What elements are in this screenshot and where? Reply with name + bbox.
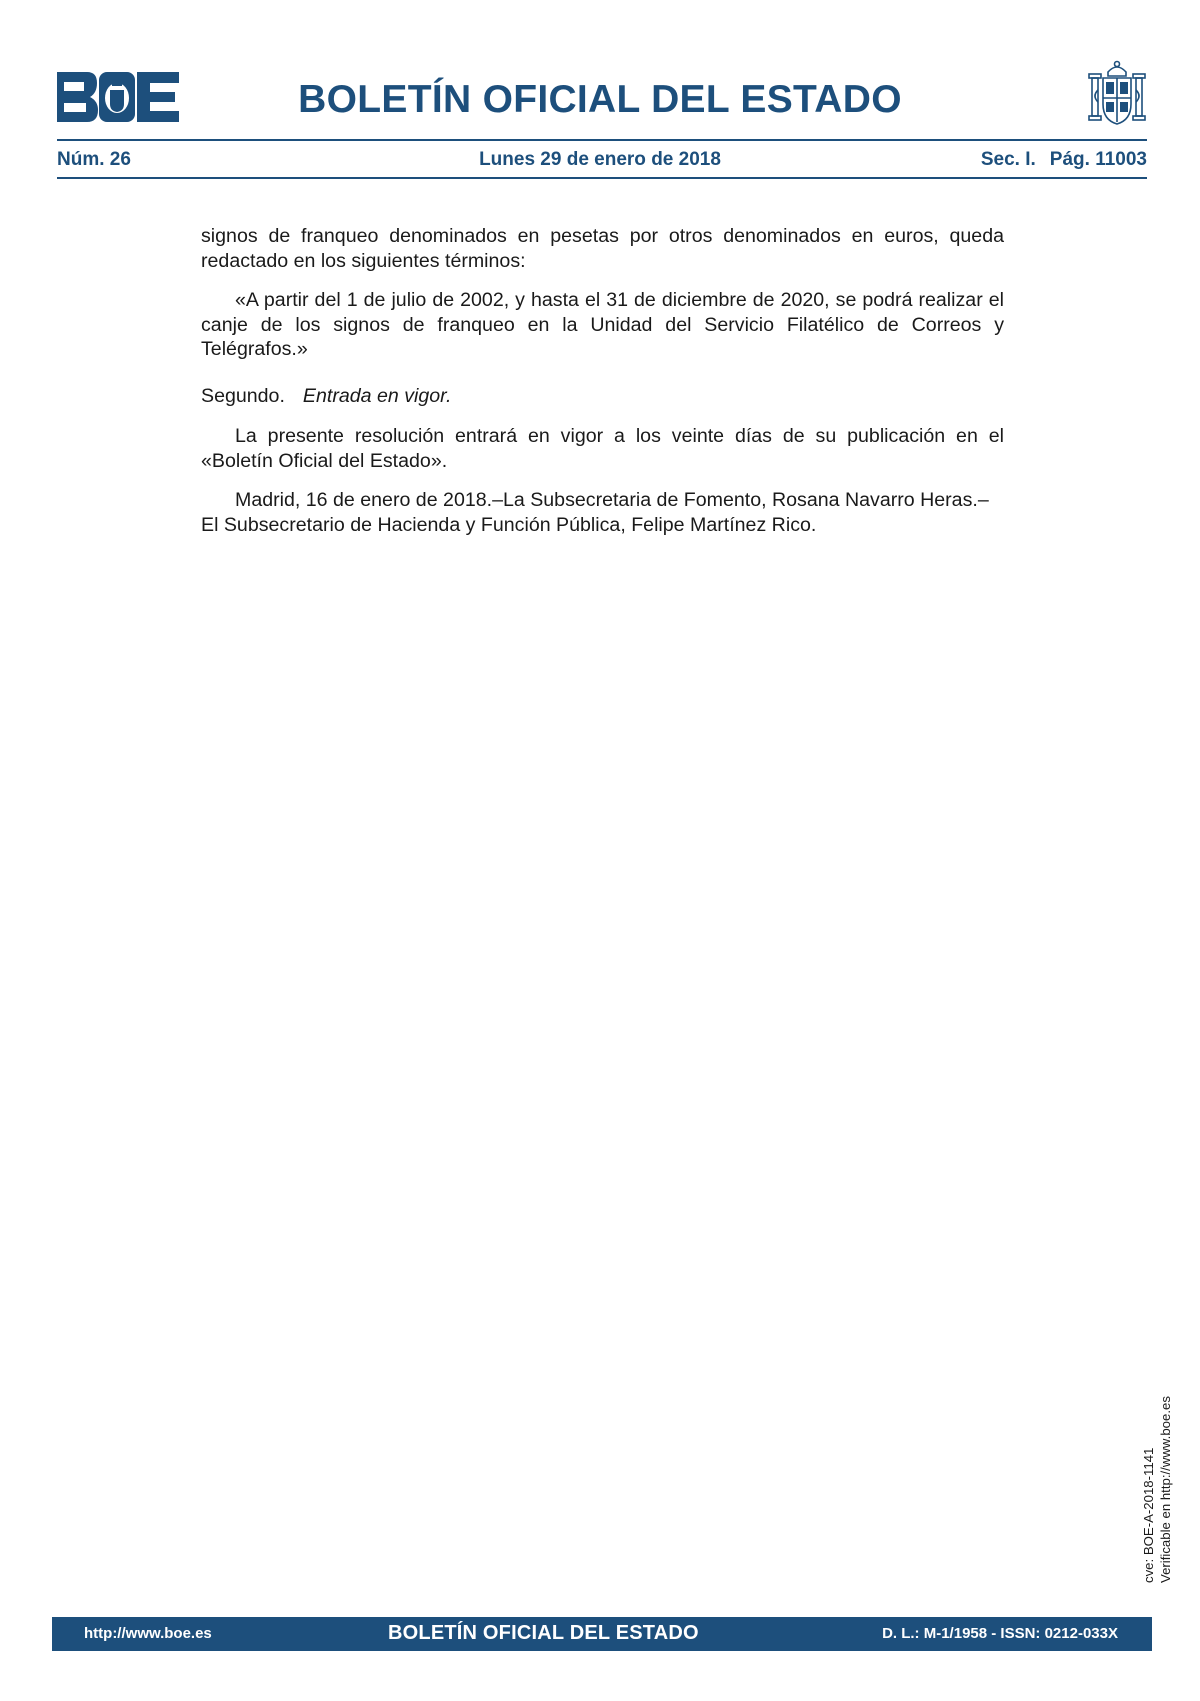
footer-bar xyxy=(52,1617,1152,1651)
paragraph-entry-into-force: La presente resolución entrará en vigor a los veinte días de su publicación en el «Boletín Oficial del Estado». xyxy=(201,425,1004,472)
document-body xyxy=(201,224,1004,552)
article-heading xyxy=(201,384,1004,409)
header-rule-top xyxy=(57,139,1147,141)
section-page xyxy=(981,148,1147,172)
article-label: Segundo. xyxy=(201,384,285,407)
issue-number: Núm. 26 xyxy=(57,149,131,170)
footer-title: BOLETÍN OFICIAL DEL ESTADO xyxy=(388,1622,699,1644)
article-title: Entrada en vigor. xyxy=(302,384,452,407)
paragraph-continuation: signos de franqueo denominados en pesetas por otros denominados en euros, queda redactado en los siguientes términos: xyxy=(201,225,1004,272)
page-number: Pág. 11003 xyxy=(1049,149,1147,170)
issue-date: Lunes 29 de enero de 2018 xyxy=(479,149,721,170)
verification-url: Verificable en http://www.boe.es xyxy=(1158,1396,1173,1583)
verification-note xyxy=(1140,1396,1174,1583)
header-rule-bottom xyxy=(57,177,1147,179)
footer-legal: D. L.: M-1/1958 - ISSN: 0212-033X xyxy=(882,1625,1118,1642)
cve-code: cve: BOE-A-2018-1141 xyxy=(1141,1447,1156,1583)
signature-block xyxy=(201,488,1004,537)
coat-of-arms-icon xyxy=(1086,60,1148,128)
boe-logo xyxy=(57,72,179,122)
signature-line-1: Madrid, 16 de enero de 2018.–La Subsecretaria de Fomento, Rosana Navarro Heras.– xyxy=(235,489,989,511)
section-label: Sec. I. xyxy=(980,149,1036,170)
signature-line-2: El Subsecretario de Hacienda y Función Pública, Felipe Martínez Rico. xyxy=(201,513,817,536)
paragraph-quote: «A partir del 1 de julio de 2002, y hasta el 31 de diciembre de 2020, se podrá realizar el canje de los signos de franqueo en la Unidad del Servicio Filatélico de Correos y Telégrafos.» xyxy=(201,289,1004,360)
footer-url-link[interactable]: http://www.boe.es xyxy=(84,1625,212,1642)
masthead-title: BOLETÍN OFICIAL DEL ESTADO xyxy=(298,78,902,121)
